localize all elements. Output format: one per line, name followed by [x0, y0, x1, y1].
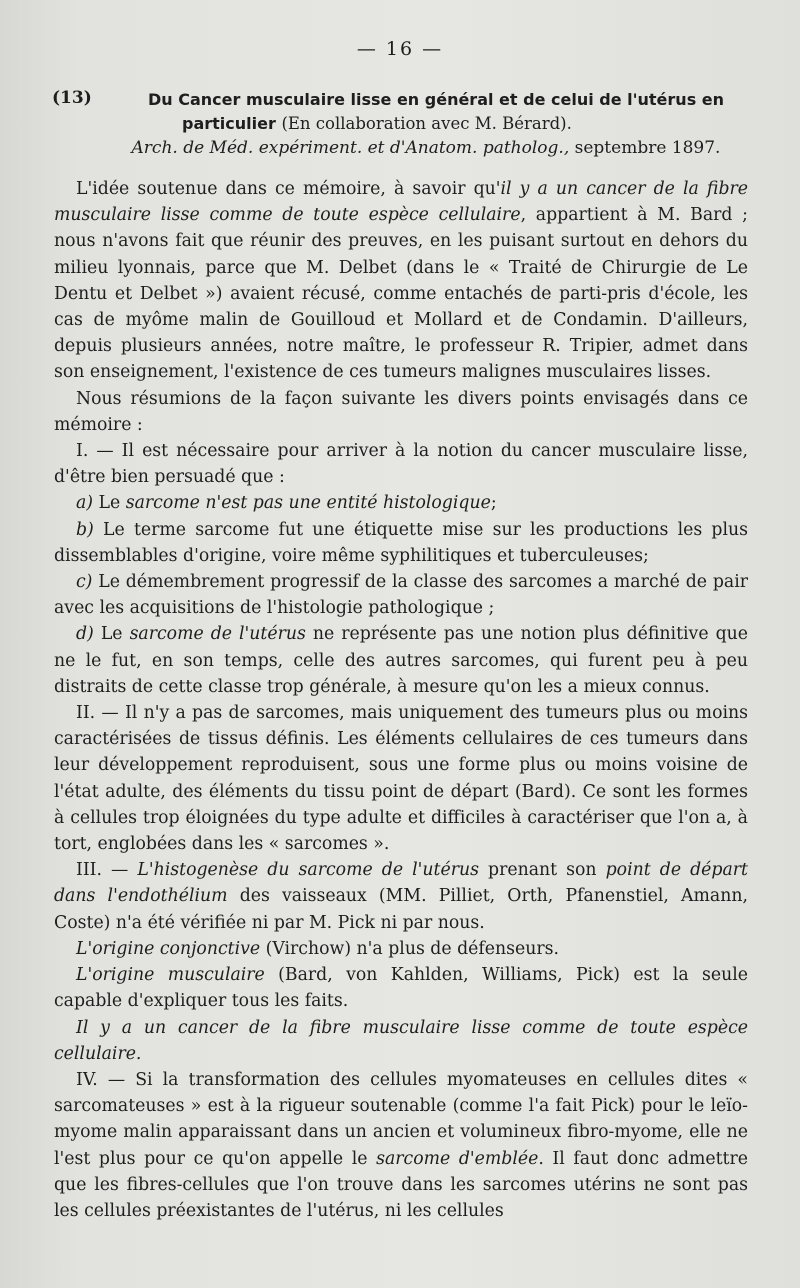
item-letter: a) — [76, 493, 94, 514]
italic-run: L'origine conjonctive — [76, 938, 261, 959]
italic-run: il y a un cancer de la fibre musculaire lisse comme de toute espèce cellulaire — [54, 179, 748, 226]
entry-collaboration: (En collaboration avec M. Bérard). — [281, 114, 572, 133]
text-run: IV. — Si la transformation des cellules myomateuses en cellules dites « sarcomateuses » est à la rigueur soutenable (comme l'a fait Pick) pour le leïo-myome malin apparaissant dans un ancien et volumineux fibro-myome, elle ne l'est plus pour ce qu'on appelle le — [54, 1069, 748, 1169]
body-text — [54, 176, 748, 1224]
entry-title — [148, 88, 754, 136]
entry-header — [52, 88, 754, 158]
item-letter: d) — [76, 624, 94, 645]
paragraph-point-4 — [54, 1067, 748, 1224]
paragraph-origine-musculaire — [54, 962, 748, 1014]
italic-run: L'origine musculaire — [76, 965, 265, 986]
paragraph-summary: Nous résumions de la façon suivante les divers points envisagés dans ce mémoire : — [54, 388, 748, 435]
text-run: ne représente pas une notion plus définitive que ne le fut, en son temps, celle des autres sarcomes, qui furent peu à peu distraits de cette classe trop générale, à mesure qu'on les a mieux connus. — [54, 624, 748, 697]
paragraph-point-2: II. — Il n'y a pas de sarcomes, mais uniquement des tumeurs plus ou moins caractérisées de tissus définis. Les éléments cellulaires de ces tumeurs dans leur développement reproduisent, sous une forme plus ou moins voisine de l'état adulte, des éléments du tissu point de départ (Bard). Ce sont les formes à cellules trop éloignées du type adulte et difficiles à caractériser que l'on a, à tort, englobées dans les « sarcomes ». — [54, 703, 748, 855]
italic-run: sarcome n'est pas une entité histologique — [125, 493, 491, 514]
text-run: prenant son — [478, 860, 606, 881]
source-journal: Arch. de Méd. expériment. et d'Anatom. patholog., — [131, 138, 570, 158]
paragraph-item-b — [54, 517, 748, 569]
entry-title-line-1: Du Cancer musculaire lisse en général et de celui de l'utérus en — [148, 90, 725, 109]
paragraph-item-c — [54, 569, 748, 621]
entry-source — [52, 138, 754, 158]
text-run: L'idée soutenue dans ce mémoire, à savoir qu' — [76, 179, 501, 199]
italic-run: sarcome de l'utérus — [129, 624, 306, 645]
text-run: Le terme sarcome fut une étiquette mise sur les productions les plus dissemblables d'origine, voire même syphilitiques et tuberculeuses; — [54, 519, 748, 566]
text-run: (Bard, von Kahlden, Williams, Pick) est la seule capable d'expliquer tous les faits. — [54, 965, 748, 1012]
text-run: Le démembrement progressif de la classe des sarcomes a marché de pair avec les acquisitions de l'histologie pathologique ; — [54, 572, 748, 619]
source-date: septembre 1897. — [574, 138, 721, 158]
text-run: des vaisseaux (MM. Pilliet, Orth, Pfanenstiel, Amann, Coste) n'a été vérifiée ni par M. Pick ni par nous. — [54, 886, 748, 933]
italic-run: L'histogenèse du sarcome de l'utérus — [137, 860, 479, 881]
text-run: , appartient à M. Bard ; nous n'avons fait que réunir des preuves, en les puisant surtout en dehors du milieu lyonnais, parce que M. Delbet (dans le « Traité de Chirurgie de Le Dentu et Delbet ») avaient récusé, comme entachés de parti-pris d'école, les cas de myôme malin de Gouilloud et Mollard et de Condamin. D'ailleurs, depuis plusieurs années, notre maître, le professeur R. Tripier, admet dans son enseignement, l'existence de ces tumeurs malignes musculaires lisses. — [54, 205, 748, 383]
entry-title-particulier: particulier — [182, 114, 276, 133]
italic-run: point de départ dans l'endothélium — [54, 860, 748, 907]
paragraph-intro — [54, 176, 748, 386]
paragraph-point-1: I. — Il est nécessaire pour arriver à la notion du cancer musculaire lisse, d'être bien persuadé que : — [54, 441, 748, 488]
paragraph-item-a — [54, 490, 748, 516]
text-run: (Virchow) n'a plus de défenseurs. — [260, 938, 559, 959]
text-run: Le — [93, 493, 126, 514]
item-letter: b) — [76, 519, 94, 540]
paragraph-origine-conjonctive — [54, 936, 748, 962]
item-letter: c) — [76, 572, 93, 593]
paragraph-item-d — [54, 621, 748, 700]
page-number: — 16 — — [356, 38, 444, 60]
paragraph-conclusion — [54, 1015, 748, 1067]
italic-run: sarcome d'emblée — [376, 1148, 539, 1169]
entry-number: (13) — [52, 88, 92, 108]
text-run: . Il faut donc admettre que les fibres-cellules que l'on trouve dans les sarcomes utérins ne sont pas les cellules préexistantes de l'utérus, ni les cellules — [54, 1148, 748, 1221]
text-run: Le — [93, 624, 130, 645]
paragraph-point-3 — [54, 857, 748, 936]
entry-title-line-2 — [148, 112, 754, 136]
italic-run: Il y a un cancer de la fibre musculaire lisse comme de toute espèce cellulaire. — [54, 1017, 748, 1064]
text-run: ; — [490, 493, 497, 514]
text-run: III. — — [76, 860, 138, 881]
